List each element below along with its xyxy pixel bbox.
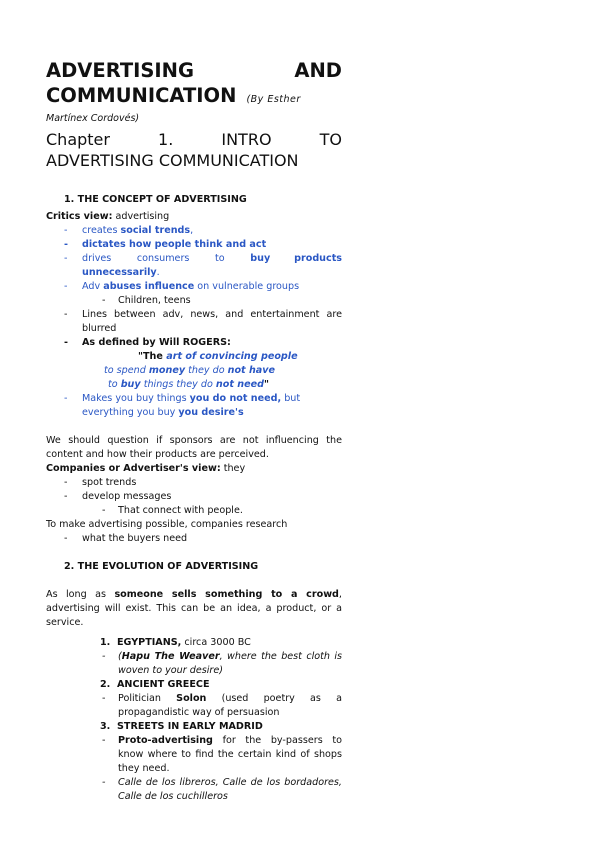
critics-view [46, 210, 342, 224]
list-item [46, 650, 342, 678]
item-text: dictates how people think and act [82, 239, 267, 250]
section2-heading: 2. THE EVOLUTION OF ADVERTISING [64, 561, 259, 572]
item-text: Makes you buy things [82, 393, 190, 404]
quote-line3 [46, 378, 342, 392]
list-item [46, 238, 342, 252]
author-by: (By Esther [246, 94, 301, 105]
quote-bold: art of convincing people [166, 351, 298, 362]
chapter-title-line2: ADVERTISING COMMUNICATION [46, 151, 299, 170]
sponsors-paragraph: We should question if sponsors are not influencing the content and how their products are perceived. [46, 435, 342, 460]
item-heading: STREETS IN EARLY MADRID [117, 721, 263, 732]
chapter-number: 1. [158, 130, 174, 149]
quote-text: to [108, 379, 121, 390]
list-item: - spot trends [46, 476, 342, 490]
evolution-intro [46, 588, 342, 630]
title-word-and: AND [294, 59, 342, 82]
quote-bold: not need [215, 379, 264, 390]
chapter-intro: INTRO [221, 130, 272, 149]
item-text: but everything you buy [82, 393, 301, 418]
item-text: (used poetry as a propagandistic way of persuasion [118, 693, 342, 718]
research-list [46, 532, 342, 546]
critics-rest: advertising [112, 211, 170, 222]
chapter-heading [46, 129, 342, 171]
quote-bold: money [148, 365, 186, 376]
list-item: - Calle de los libreros, Calle de los bordadores, Calle de los cuchilleros [46, 776, 342, 804]
critics-label: Critics view: [46, 211, 113, 222]
quote-text: " [263, 379, 269, 390]
author-name: Martínex Cordovés) [46, 113, 140, 124]
quote-line2 [46, 364, 342, 378]
quote-bold: not have [227, 365, 276, 376]
intro-bold: someone sells something to a crowd [114, 589, 339, 600]
item-bold: abuses influence [103, 281, 195, 292]
item-bold: you do not need, [189, 393, 282, 404]
document-title-line2 [46, 83, 342, 112]
list-item: - Lines between adv, news, and entertainment are blurred [46, 308, 342, 336]
item-heading-rest: circa 3000 BC [181, 637, 251, 648]
item-bold: social trends [120, 225, 191, 236]
critics-list-cont [46, 308, 342, 350]
list-item: - develop messages [46, 490, 342, 504]
document-title-line1 [46, 58, 342, 83]
greece-sublist [46, 692, 342, 720]
companies-rest: they [220, 463, 246, 474]
egyptians-sublist [46, 650, 342, 678]
companies-list [46, 476, 342, 504]
quote-text: things they do [140, 379, 216, 390]
madrid-sublist [46, 734, 342, 804]
intro-text: , advertising will exist. This can be an idea, a product, or a service. [46, 589, 342, 628]
evolution-list-3 [46, 720, 342, 734]
evolution-list-2 [46, 678, 342, 692]
companies-view [46, 462, 342, 476]
critics-sublist [46, 294, 342, 308]
item-text: drives consumers to [82, 253, 251, 264]
item-text: , where the best cloth is woven to your desire) [118, 651, 343, 676]
item-number: 3. [100, 721, 111, 732]
quote-text: to spend [104, 365, 149, 376]
item-number: 1. [100, 637, 111, 648]
item-text: , [190, 225, 194, 236]
item-heading: EGYPTIANS, [117, 637, 182, 648]
list-item [46, 392, 342, 420]
rogers-quote [46, 350, 342, 392]
list-item: - That connect with people. [46, 504, 342, 518]
chapter-word: Chapter [46, 130, 110, 149]
list-item [46, 252, 342, 280]
list-item [46, 692, 342, 720]
intro-text: As long as [46, 589, 115, 600]
chapter-to: TO [319, 130, 342, 149]
critics-list-end [46, 392, 342, 420]
evolution-list [46, 636, 342, 650]
title-word-advertising: ADVERTISING [46, 59, 195, 82]
companies-sublist [46, 504, 342, 518]
quote-bold: buy [120, 379, 141, 390]
item-number: 2. [100, 679, 111, 690]
item-text: . [156, 267, 160, 278]
list-item [46, 280, 342, 294]
item-text: Politician [118, 693, 177, 704]
title-word-communication: COMMUNICATION [46, 84, 237, 107]
quote-line1 [46, 350, 342, 364]
section1-heading: 1. THE CONCEPT OF ADVERTISING [64, 194, 247, 205]
quote-text: "The [138, 351, 167, 362]
list-item: - Children, teens [46, 294, 342, 308]
item-bold: you desire's [178, 407, 244, 418]
critics-list [46, 224, 342, 294]
item-text: ( [118, 651, 122, 662]
companies-label: Companies or Advertiser's view: [46, 463, 221, 474]
item-text: creates [82, 225, 121, 236]
item-bold: Proto-advertising [118, 735, 213, 746]
item-text: for the by-passers to know where to find the certain kind of shops they need. [118, 735, 342, 774]
research-paragraph: To make advertising possible, companies research [46, 519, 288, 530]
item-text: on vulnerable groups [194, 281, 300, 292]
list-item [46, 224, 342, 238]
list-item [46, 734, 342, 776]
evolution-item-egyptians [46, 636, 342, 650]
quote-text: they do [185, 365, 228, 376]
list-item: - what the buyers need [46, 532, 342, 546]
item-bold: Hapu The Weaver [121, 651, 220, 662]
evolution-item-madrid [46, 720, 342, 734]
item-text: Adv [82, 281, 104, 292]
item-bold: Solon [176, 693, 207, 704]
item-heading: ANCIENT GREECE [117, 679, 210, 690]
evolution-item-greece [46, 678, 342, 692]
document-page [46, 58, 342, 804]
item-bold: buy products unnecessarily [82, 253, 342, 278]
list-item: - As defined by Will ROGERS: [46, 336, 342, 350]
